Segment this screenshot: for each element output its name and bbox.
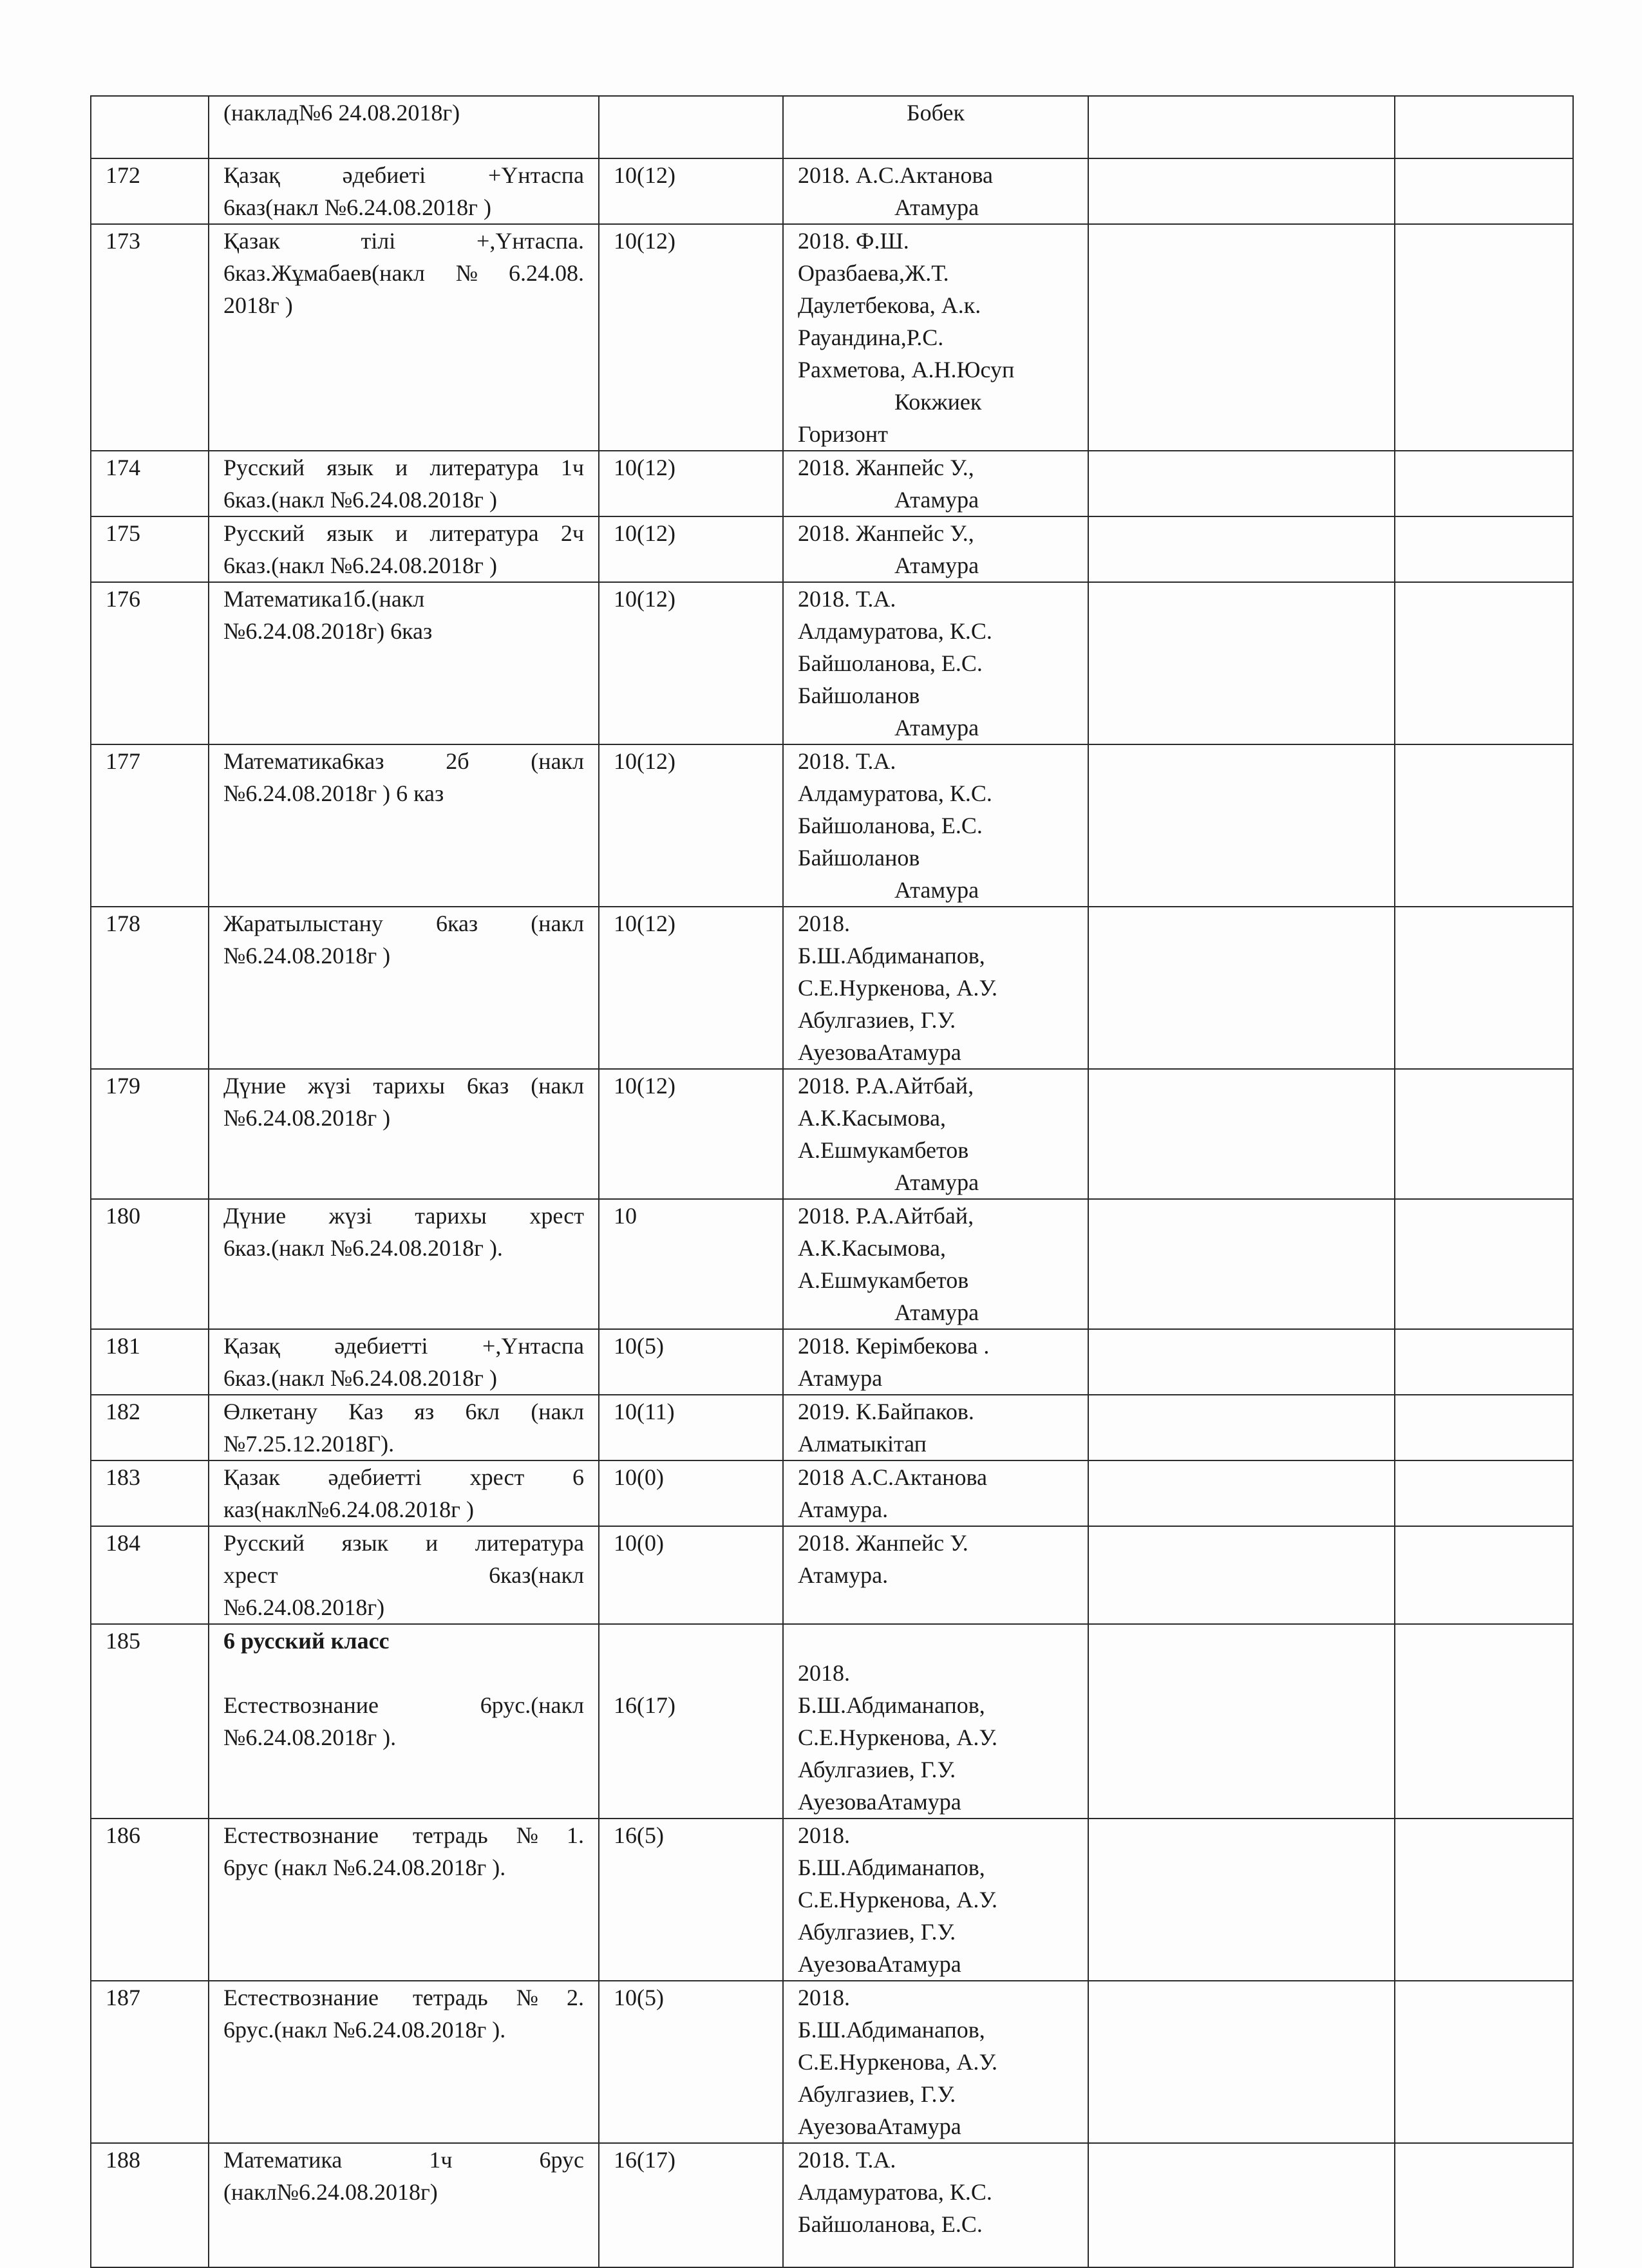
publication-info [783, 1624, 1088, 1819]
row-number: 186 [91, 1819, 209, 1981]
empty-cell [1395, 96, 1573, 158]
empty-cell [1088, 96, 1395, 158]
publication-info [783, 1526, 1088, 1624]
book-title-line: Қазак әдебиетті хрест 6 [223, 1464, 584, 1490]
book-title [209, 1069, 599, 1199]
empty-cell [1088, 1819, 1395, 1981]
publication-info [783, 1199, 1088, 1329]
publication-line: 2018. [798, 1985, 850, 2010]
publication-line: Кокжиек [894, 389, 982, 415]
book-title [209, 158, 599, 224]
publication-line: Атамура [894, 553, 979, 578]
book-title-line: №7.25.12.2018Г). [223, 1431, 395, 1457]
publication-line: С.Е.Нуркенова, А.У. [798, 975, 997, 1001]
publication-info [783, 1819, 1088, 1981]
publication-info [783, 1069, 1088, 1199]
empty-cell [1395, 1981, 1573, 2143]
publication-line: 2018. Т.А. [798, 748, 896, 774]
row-number [91, 96, 209, 158]
quantity: 10(12) [599, 744, 783, 907]
publication-line: Байшоланова, Е.С. [798, 813, 983, 838]
publication-line: Даулетбекова, А.к. [798, 292, 981, 318]
publication-info [783, 1981, 1088, 2143]
quantity: 16(17) [599, 1624, 783, 1819]
empty-cell [1088, 1199, 1395, 1329]
book-title-line: 6рус (накл №6.24.08.2018г ). [223, 1855, 506, 1880]
publication-line: Абулгазиев, Г.У. [798, 1757, 956, 1782]
row-number: 187 [91, 1981, 209, 2143]
publication-line: А.К.Касымова, [798, 1105, 946, 1131]
book-title [209, 1819, 599, 1981]
publication-line: А.Ешмукамбетов [798, 1137, 969, 1163]
publication-info [783, 1395, 1088, 1460]
table-row [91, 1069, 1573, 1199]
empty-cell [1395, 1460, 1573, 1526]
publication-line: АуезоваАтамура [798, 1951, 961, 1977]
empty-cell [1088, 516, 1395, 582]
book-title-line: (наклад№6 24.08.2018г) [223, 100, 460, 126]
publication-info [783, 1460, 1088, 1526]
book-title-line: Математика1б.(накл [223, 586, 425, 612]
book-title-line: 6каз.(накл №6.24.08.2018г ) [223, 1365, 497, 1391]
book-title-line: Қазак тілі +,Үнтаспа. [223, 228, 584, 254]
table-row [91, 744, 1573, 907]
book-title-line: Математика6каз 2б (накл [223, 748, 584, 774]
book-title [209, 907, 599, 1069]
book-title-line: Дүние жүзі тарихы хрест [223, 1203, 584, 1229]
table-row [91, 516, 1573, 582]
publication-line: Алдамуратова, К.С. [798, 618, 992, 644]
publication-line: Атамура [894, 1299, 979, 1325]
publication-line: 2018. Р.А.Айтбай, [798, 1073, 974, 1099]
table-row [91, 1819, 1573, 1981]
publication-line: 2018. [798, 1822, 850, 1848]
book-title-line: Естествознание тетрадь№2. [223, 1985, 584, 2010]
book-title-line: Математика 1ч 6рус [223, 2147, 584, 2173]
book-title-line: №6.24.08.2018г) [223, 1594, 385, 1620]
publication-line: Атамура [894, 194, 979, 220]
empty-cell [1088, 744, 1395, 907]
book-title-line: Русский язык и литература [223, 1530, 584, 1556]
publication-line: А.Ешмукамбетов [798, 1267, 969, 1293]
publication-line: Алдамуратова, К.С. [798, 2179, 992, 2205]
table-row [91, 1199, 1573, 1329]
row-number: 184 [91, 1526, 209, 1624]
empty-cell [1395, 1069, 1573, 1199]
publication-info [783, 96, 1088, 158]
publication-info [783, 224, 1088, 451]
table-row [91, 1460, 1573, 1526]
publication-line: С.Е.Нуркенова, А.У. [798, 2049, 997, 2075]
quantity: 10(0) [599, 1460, 783, 1526]
book-title [209, 1526, 599, 1624]
publication-line: А.К.Касымова, [798, 1235, 946, 1261]
publication-info [783, 744, 1088, 907]
book-title-line: Естествознание 6рус.(накл [223, 1692, 584, 1718]
table-row [91, 1624, 1573, 1819]
publication-line: АуезоваАтамура [798, 1039, 961, 1065]
book-title-line: №6.24.08.2018г ) 6 каз [223, 780, 444, 806]
table-row [91, 2143, 1573, 2267]
empty-cell [1395, 1199, 1573, 1329]
empty-cell [1395, 744, 1573, 907]
book-title [209, 96, 599, 158]
table-row [91, 1981, 1573, 2143]
quantity: 10(12) [599, 451, 783, 516]
empty-cell [1395, 224, 1573, 451]
quantity [599, 96, 783, 158]
publication-line: 2018. Ф.Ш. [798, 228, 909, 254]
empty-cell [1088, 1526, 1395, 1624]
empty-cell [1395, 2143, 1573, 2267]
empty-cell [1395, 1819, 1573, 1981]
book-title-line: 6каз.Жұмабаев(накл№6.24.08. [223, 260, 584, 286]
publication-line: С.Е.Нуркенова, А.У. [798, 1725, 997, 1750]
row-number: 185 [91, 1624, 209, 1819]
publication-info [783, 2143, 1088, 2267]
publication-line: 2018. [798, 911, 850, 936]
quantity: 10(11) [599, 1395, 783, 1460]
empty-cell [1088, 224, 1395, 451]
book-title [209, 1329, 599, 1395]
table-row [91, 582, 1573, 744]
table-row [91, 224, 1573, 451]
book-title-line: Қазақ әдебиетті +,Үнтаспа [223, 1333, 584, 1359]
book-title-line: Өлкетану Каз яз 6кл (накл [223, 1399, 584, 1424]
publication-line: Атамура. [798, 1497, 889, 1522]
publication-line: Бобек [907, 100, 965, 126]
book-title-line: №6.24.08.2018г) 6каз [223, 618, 433, 644]
empty-cell [1088, 1329, 1395, 1395]
quantity: 16(17) [599, 2143, 783, 2267]
inventory-table [90, 95, 1574, 2268]
row-number: 173 [91, 224, 209, 451]
table-row [91, 907, 1573, 1069]
publication-info [783, 516, 1088, 582]
book-title [209, 1981, 599, 2143]
publication-line: 2019. К.Байпаков. [798, 1399, 974, 1424]
book-title-line: 2018г ) [223, 292, 293, 318]
quantity: 10(0) [599, 1526, 783, 1624]
book-title-line: №6.24.08.2018г ) [223, 943, 391, 969]
row-number: 182 [91, 1395, 209, 1460]
book-title-line: Дүние жүзі тарихы 6каз (накл [223, 1073, 584, 1099]
empty-cell [1088, 158, 1395, 224]
book-title [209, 1460, 599, 1526]
empty-cell [1088, 582, 1395, 744]
empty-cell [1395, 1624, 1573, 1819]
publication-line: Байшоланов [798, 683, 920, 708]
book-title [209, 1395, 599, 1460]
book-title-line: Жаратылыстану 6каз (накл [223, 911, 584, 936]
book-title [209, 1624, 599, 1819]
quantity: 10(12) [599, 582, 783, 744]
publication-line: 2018. Жанпейс У., [798, 520, 974, 546]
row-number: 176 [91, 582, 209, 744]
publication-line: Байшоланова, Е.С. [798, 650, 983, 676]
quantity: 10 [599, 1199, 783, 1329]
publication-line: Абулгазиев, Г.У. [798, 1919, 956, 1945]
book-title-line: Қазақ әдебиеті +Үнтаспа [223, 162, 584, 188]
empty-cell [1088, 1460, 1395, 1526]
book-title-line: №6.24.08.2018г ). [223, 1725, 397, 1750]
publication-line: Байшоланов [798, 845, 920, 871]
table-row [91, 96, 1573, 158]
table-row [91, 158, 1573, 224]
section-heading: 6 русский класс [223, 1628, 390, 1654]
publication-line: Атамура [894, 877, 979, 903]
book-title [209, 1199, 599, 1329]
publication-line: 2018. [798, 1660, 850, 1686]
book-title [209, 744, 599, 907]
publication-line: Атамура [894, 715, 979, 741]
empty-cell [1395, 1329, 1573, 1395]
empty-cell [1088, 1624, 1395, 1819]
publication-line: 2018. Керімбекова . [798, 1333, 990, 1359]
publication-info [783, 451, 1088, 516]
quantity: 16(5) [599, 1819, 783, 1981]
book-title [209, 451, 599, 516]
publication-info [783, 582, 1088, 744]
publication-line: 2018. Р.А.Айтбай, [798, 1203, 974, 1229]
publication-line: Б.Ш.Абдиманапов, [798, 1692, 985, 1718]
book-title [209, 516, 599, 582]
empty-cell [1088, 1395, 1395, 1460]
quantity: 10(12) [599, 1069, 783, 1199]
publication-line: Горизонт [798, 421, 888, 447]
publication-line: С.Е.Нуркенова, А.У. [798, 1887, 997, 1913]
publication-line: АуезоваАтамура [798, 1789, 961, 1815]
publication-line: Абулгазиев, Г.У. [798, 1007, 956, 1033]
book-title-line: каз(накл№6.24.08.2018г ) [223, 1497, 474, 1522]
row-number: 178 [91, 907, 209, 1069]
book-title-line: 6каз.(накл №6.24.08.2018г ). [223, 1235, 503, 1261]
row-number: 177 [91, 744, 209, 907]
empty-cell [1088, 451, 1395, 516]
publication-line: Атамура [798, 1365, 883, 1391]
book-title-line: №6.24.08.2018г ) [223, 1105, 391, 1131]
quantity: 10(5) [599, 1329, 783, 1395]
publication-line: Атамура [894, 487, 979, 513]
empty-cell [1088, 907, 1395, 1069]
table-row [91, 1329, 1573, 1395]
row-number: 188 [91, 2143, 209, 2267]
publication-line: Рауандина,Р.С. [798, 325, 944, 350]
publication-line: Атамура [894, 1169, 979, 1195]
publication-line: 2018. Т.А. [798, 586, 896, 612]
empty-cell [1088, 2143, 1395, 2267]
row-number: 172 [91, 158, 209, 224]
publication-line: Алматыкітап [798, 1431, 927, 1457]
empty-cell [1395, 582, 1573, 744]
empty-cell [1395, 516, 1573, 582]
book-title-line: Русский язык и литература 1ч [223, 455, 584, 480]
empty-cell [1088, 1981, 1395, 2143]
empty-cell [1395, 158, 1573, 224]
publication-line: 2018. Т.А. [798, 2147, 896, 2173]
book-title [209, 224, 599, 451]
publication-line: Б.Ш.Абдиманапов, [798, 2017, 985, 2043]
publication-info [783, 1329, 1088, 1395]
inventory-table-body [91, 96, 1573, 2267]
book-title [209, 2143, 599, 2267]
publication-line: 2018 А.С.Актанова [798, 1464, 987, 1490]
row-number: 179 [91, 1069, 209, 1199]
book-title-line: 6рус.(накл №6.24.08.2018г ). [223, 2017, 506, 2043]
publication-info [783, 158, 1088, 224]
publication-line: 2018. Жанпейс У. [798, 1530, 968, 1556]
publication-line: Алдамуратова, К.С. [798, 780, 992, 806]
book-title-line: 6каз.(накл №6.24.08.2018г ) [223, 487, 497, 513]
table-row [91, 1526, 1573, 1624]
book-title-line: Русский язык и литература 2ч [223, 520, 584, 546]
publication-line: Б.Ш.Абдиманапов, [798, 1855, 985, 1880]
quantity: 10(12) [599, 158, 783, 224]
row-number: 174 [91, 451, 209, 516]
empty-cell [1395, 1395, 1573, 1460]
row-number: 181 [91, 1329, 209, 1395]
table-row [91, 451, 1573, 516]
publication-line: Байшоланова, Е.С. [798, 2211, 983, 2237]
book-title-line: (накл№6.24.08.2018г) [223, 2179, 438, 2205]
publication-line: 2018. А.С.Актанова [798, 162, 993, 188]
publication-line: Оразбаева,Ж.Т. [798, 260, 949, 286]
table-row [91, 1395, 1573, 1460]
quantity: 10(5) [599, 1981, 783, 2143]
publication-line: Рахметова, А.Н.Юсуп [798, 357, 1015, 383]
book-title-line: 6каз(накл №6.24.08.2018г ) [223, 194, 491, 220]
row-number: 183 [91, 1460, 209, 1526]
row-number: 175 [91, 516, 209, 582]
book-title-line: 6каз.(накл №6.24.08.2018г ) [223, 553, 497, 578]
publication-line: Абулгазиев, Г.У. [798, 2081, 956, 2107]
publication-line: Атамура. [798, 1562, 889, 1588]
publication-line: Б.Ш.Абдиманапов, [798, 943, 985, 969]
book-title-line: Естествознание тетрадь№1. [223, 1822, 584, 1848]
empty-cell [1088, 1069, 1395, 1199]
empty-cell [1395, 451, 1573, 516]
quantity: 10(12) [599, 516, 783, 582]
publication-line: 2018. Жанпейс У., [798, 455, 974, 480]
quantity: 10(12) [599, 224, 783, 451]
book-title [209, 582, 599, 744]
empty-cell [1395, 907, 1573, 1069]
publication-line: АуезоваАтамура [798, 2113, 961, 2139]
empty-cell [1395, 1526, 1573, 1624]
publication-info [783, 907, 1088, 1069]
book-title-line: хрест 6каз(накл [223, 1562, 584, 1588]
row-number: 180 [91, 1199, 209, 1329]
quantity: 10(12) [599, 907, 783, 1069]
